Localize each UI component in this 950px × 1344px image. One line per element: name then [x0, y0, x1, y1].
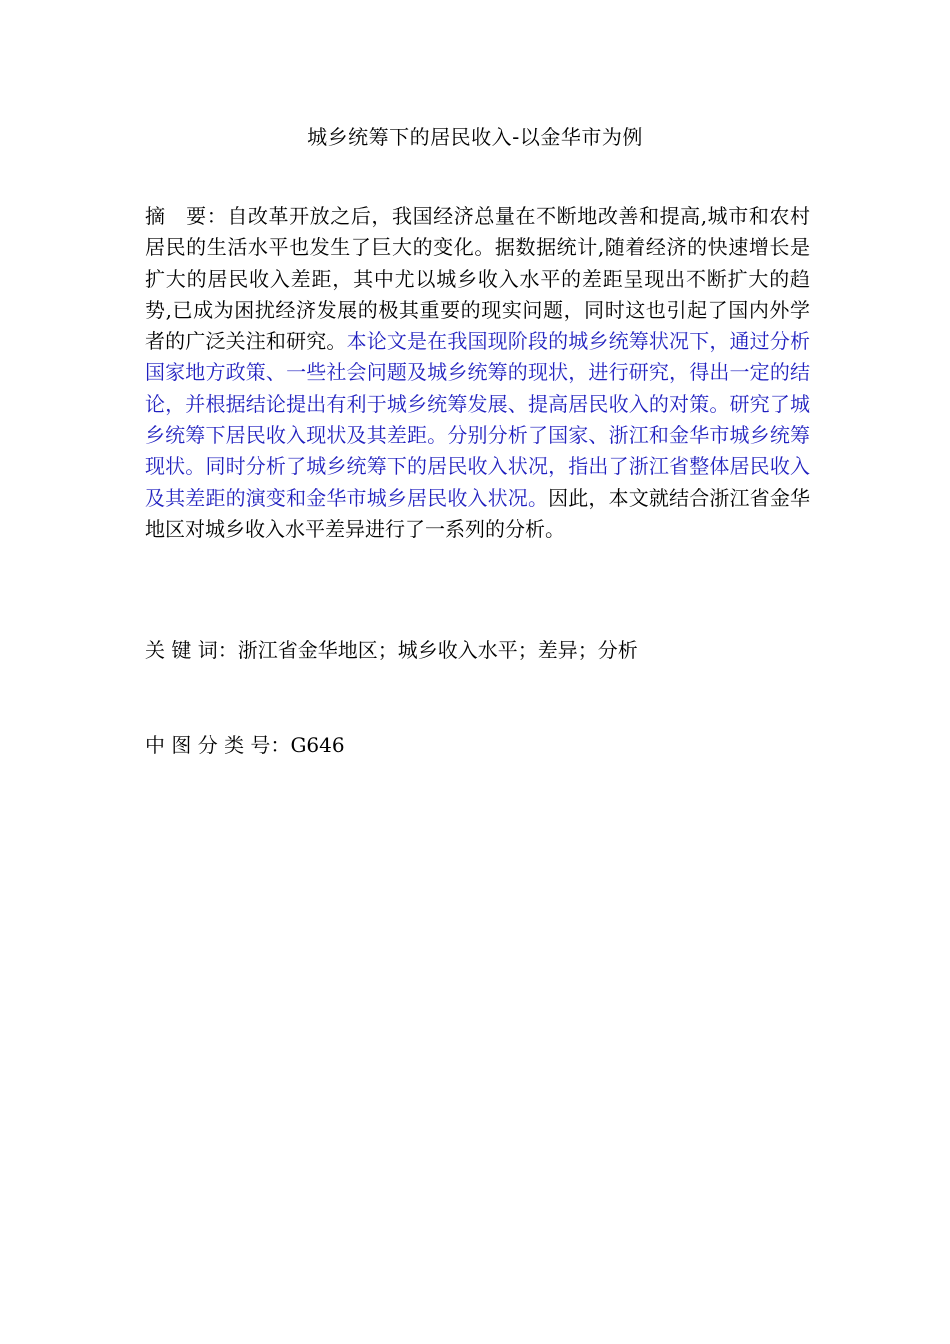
document-title: 城乡统筹下的居民收入-以金华市为例	[307, 125, 643, 149]
abstract-paragraph	[145, 201, 810, 545]
classification-label: 中 图 分 类 号：	[145, 733, 291, 757]
abstract-label: 摘 要：	[145, 204, 228, 228]
abstract-text-intro: 自改革开放之后，我国经济总量在不断地改善和提高,城市和农村居民的生活水平也发生了巨大的变化。据数据统计,随着经济的快速增长是扩大的居民收入差距，其中尤以城乡收入水平的差距呈现出不断扩大的趋势,已成为困扰经济发展的极其重要的现实问题，同时这也引起了国内外学者的广泛关注和研究。	[145, 204, 811, 354]
abstract-text-highlighted: 本论文是在我国现阶段的城乡统筹状况下，通过分析国家地方政策、一些社会问题及城乡统筹的现状，进行研究，得出一定的结论，并根据结论提出有利于城乡统筹发展、提高居民收入的对策。研究了城乡统筹下居民收入现状及其差距。分别分析了国家、浙江和金华市城乡统筹现状。同时分析了城乡统筹下的居民收入状况，指出了浙江省整体居民收入及其差距的演变和金华市城乡居民收入状况。	[145, 329, 810, 510]
classification-code: G646	[290, 733, 345, 757]
keywords-label: 关 键 词：	[145, 638, 238, 662]
keywords-line	[145, 635, 810, 665]
abstract-text-conclusion: 因此，本文就结合浙江省金华地区对城乡收入水平差异进行了一系列的分析。	[145, 485, 810, 541]
keywords-text: 浙江省金华地区；城乡收入水平；差异；分析	[237, 638, 638, 662]
classification-line	[145, 730, 810, 760]
